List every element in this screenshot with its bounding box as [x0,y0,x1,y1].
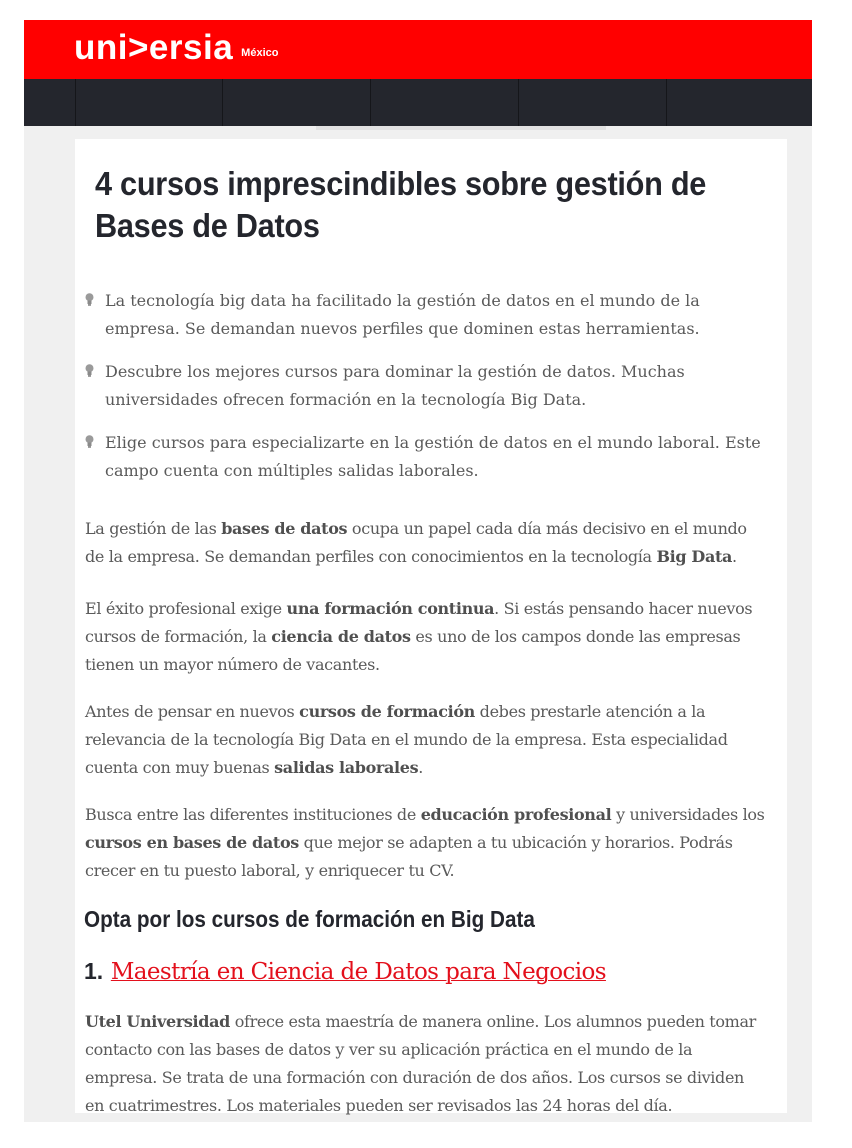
text-segment: que mejor se adapten a tu ubicación y horarios. Podrás crecer en tu puesto laboral, y enriquecer tu CV. [85,833,733,880]
text-segment: . Si estás pensando hacer nuevos cursos de formación, la [85,599,753,646]
logo-country: México [241,47,279,59]
text-segment: . [732,547,737,566]
lightbulb-icon [85,435,94,448]
text-segment: ocupa un papel cada día más decisivo en el mundo de la empresa. Se demandan perfiles con conocimientos en la tecnología [85,519,747,566]
text-segment: Antes de pensar en nuevos [85,702,300,721]
nav-item-0[interactable] [24,79,75,126]
paragraph-4 [85,801,765,885]
summary-item [85,287,765,343]
bold-segment: Utel Universidad [85,1012,230,1031]
summary-text: La tecnología big data ha facilitado la gestión de datos en el mundo de la empresa. Se demandan nuevos perfiles que dominen estas herramientas. [105,291,700,338]
site-header [24,20,812,79]
summary-item [85,429,765,485]
course-heading-1 [84,954,606,989]
lightbulb-icon [85,364,94,377]
paragraph-1 [85,515,765,571]
summary-text: Descubre los mejores cursos para dominar la gestión de datos. Muchas universidades ofrecen formación en la tecnología Big Data. [105,362,685,409]
nav-item-4[interactable] [518,79,666,126]
article-title: 4 cursos imprescindibles sobre gestión de Bases de Datos [95,165,707,244]
text-segment: Busca entre las diferentes instituciones de [85,805,421,824]
lightbulb-icon [85,293,94,306]
text-segment: . [418,758,423,777]
logo-wordmark: uni>ersia [74,28,234,67]
text-segment: y universidades los [611,805,765,824]
text-segment: debes prestarle atención a la relevancia de la tecnología Big Data en el mundo de la empresa. Esta especialidad cuenta con muy buenas [85,702,728,777]
summary-item [85,358,765,414]
bold-segment: educación profesional [420,805,612,824]
bold-segment: bases de datos [221,519,348,538]
bold-segment: ciencia de datos [271,627,411,646]
text-segment: ofrece esta maestría de manera online. Los alumnos pueden tomar contacto con las bases de datos y ver su aplicación práctica en el mundo de la empresa. Se trata de una formación con duración de dos años. Los cursos se dividen en cuatrimestres. Los materiales pueden ser revisados las 24 horas del día. [85,1012,756,1115]
bold-segment: salidas laborales [274,758,419,777]
paragraph-2 [85,595,765,679]
bold-segment: cursos de formación [299,702,475,721]
bold-segment: Big Data [656,547,733,566]
course-number: 1. [84,958,104,984]
summary-list [85,287,765,500]
nav-scroll-strip [316,126,606,130]
course-description-1 [85,1008,765,1120]
universia-logo[interactable] [74,28,278,68]
article-card [75,139,787,1113]
paragraph-3 [85,698,765,782]
main-nav [24,79,812,126]
section-heading: Opta por los cursos de formación en Big Data [84,906,535,932]
nav-item-1[interactable] [75,79,222,126]
text-segment: es uno de los campos donde las empresas tienen un mayor número de vacantes. [85,627,741,674]
bold-segment: cursos en bases de datos [85,833,299,852]
text-segment: El éxito profesional exige [85,599,287,618]
nav-item-5[interactable] [666,79,812,126]
nav-item-2[interactable] [222,79,370,126]
text-segment: La gestión de las [85,519,222,538]
course-link-maestria[interactable]: Maestría en Ciencia de Datos para Negocios [110,959,606,985]
bold-segment: una formación continua [286,599,495,618]
nav-item-3[interactable] [370,79,518,126]
summary-text: Elige cursos para especializarte en la gestión de datos en el mundo laboral. Este campo cuenta con múltiples salidas laborales. [105,433,761,480]
